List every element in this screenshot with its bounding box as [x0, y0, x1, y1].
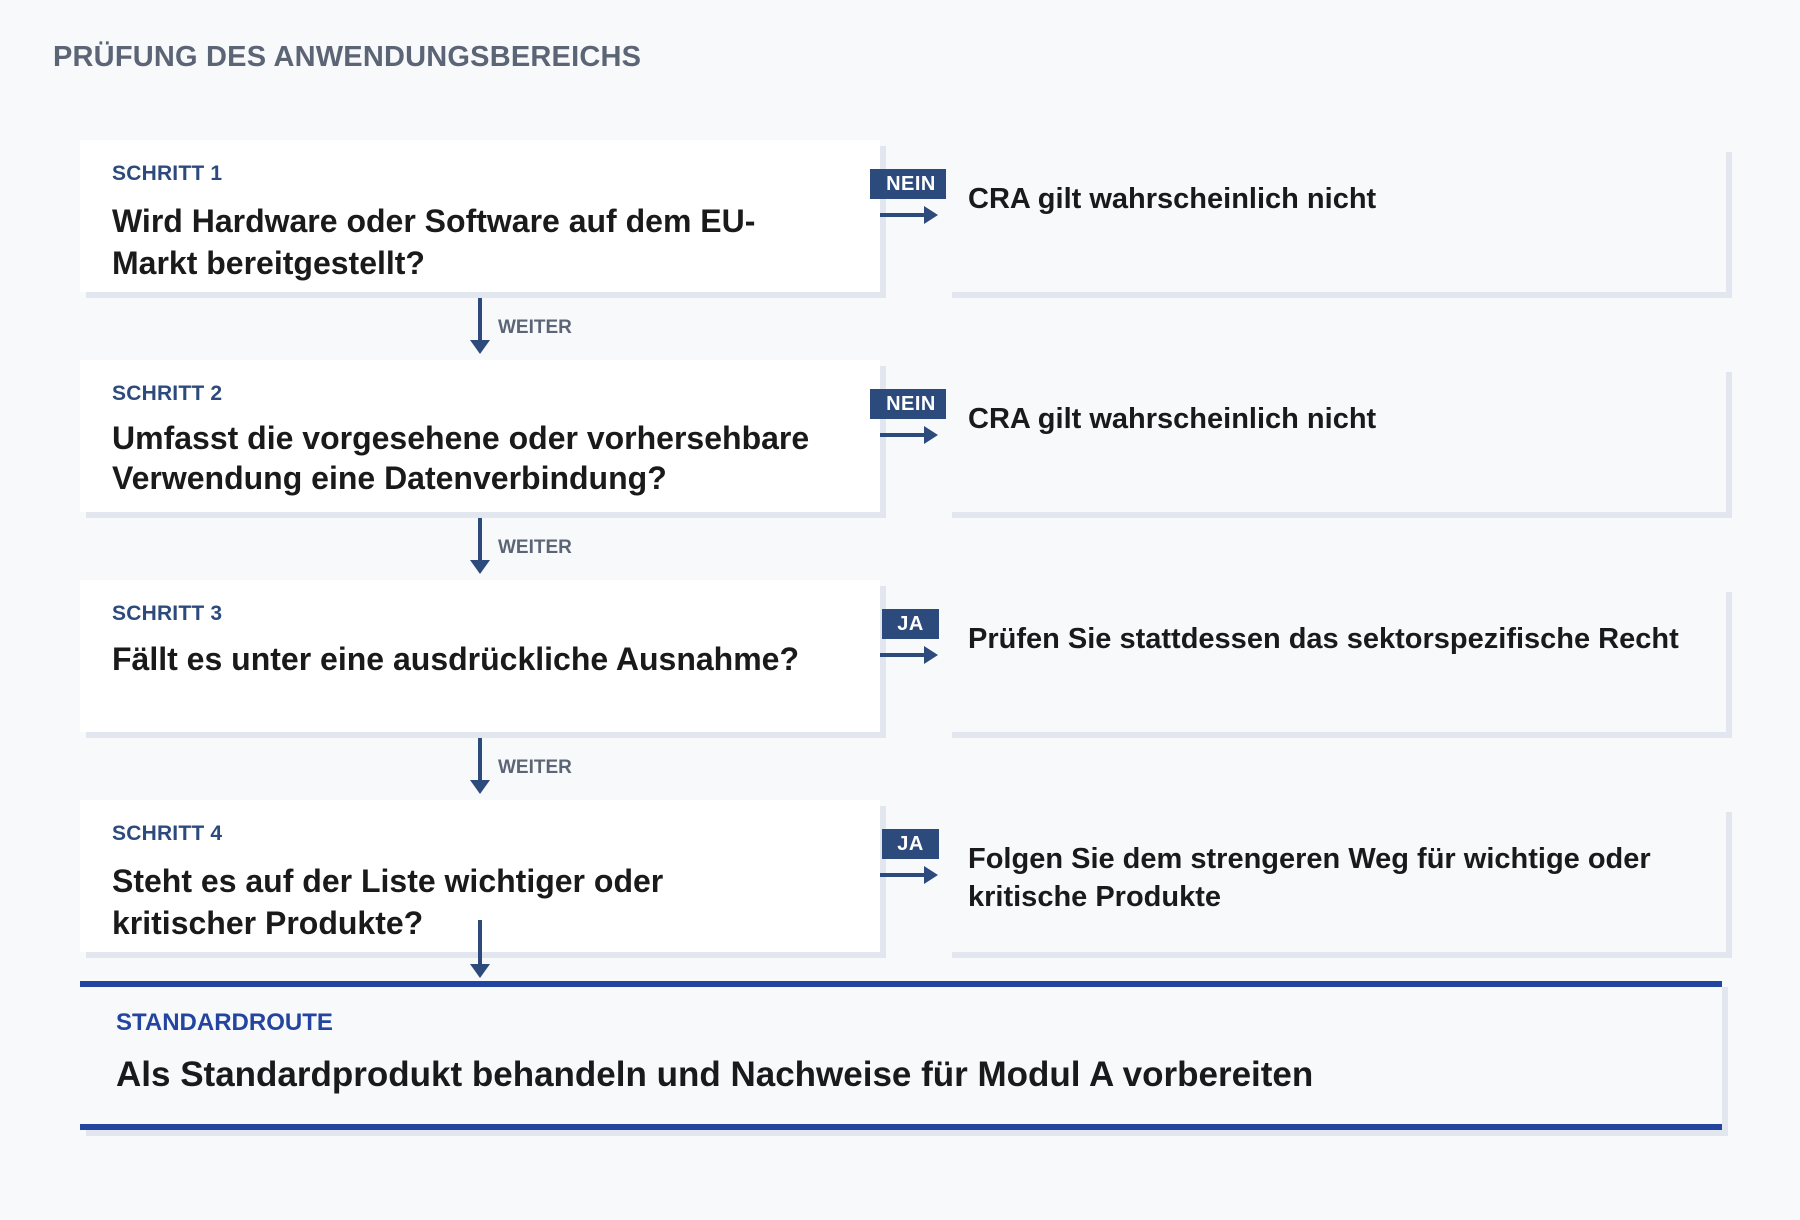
standard-route-label: STANDARDROUTE: [116, 1009, 333, 1036]
step-1-continue-label: WEITER: [498, 317, 572, 338]
step-4-outcome-text: Folgen Sie dem strengeren Weg für wichtige oder kritische Produkte: [968, 843, 1651, 913]
step-4-question: Steht es auf der Liste wichtiger oder kritischer Produkte?: [112, 863, 664, 941]
standard-route-text: Als Standardprodukt behandeln und Nachweise für Modul A vorbereiten: [116, 1055, 1314, 1094]
step-4-branch-tag: JA: [882, 829, 939, 859]
step-3-continue-label: WEITER: [498, 757, 572, 778]
step-2-right-arrow-icon: [880, 425, 940, 445]
step-2-outcome-text: CRA gilt wahrscheinlich nicht: [968, 403, 1377, 435]
step-1-question: Wird Hardware oder Software auf dem EU-Markt bereitgestellt?: [112, 203, 756, 281]
step-1-outcome-box: [946, 146, 1726, 292]
diagram-title: PRÜFUNG DES ANWENDUNGSBEREICHS: [53, 41, 642, 73]
step-2-outcome-box: [946, 366, 1726, 512]
step-2-label: SCHRITT 2: [112, 382, 223, 405]
step-1-down-arrow-icon: [470, 298, 490, 356]
step-2-down-arrow-icon: [470, 518, 490, 576]
step-3-down-arrow-icon: [470, 738, 490, 796]
step-3-outcome-text: Prüfen Sie stattdessen das sektorspezifische Recht: [968, 623, 1679, 655]
step-4-label: SCHRITT 4: [112, 822, 223, 845]
step-3-branch-tag: JA: [882, 609, 939, 639]
step-1-right-arrow-icon: [880, 205, 940, 225]
step-1-label: SCHRITT 1: [112, 162, 223, 185]
step-4-down-arrow-icon: [470, 920, 490, 980]
step-4-right-arrow-icon: [880, 865, 940, 885]
step-3-right-arrow-icon: [880, 645, 940, 665]
step-3-box: [80, 580, 880, 732]
step-2-box: [80, 360, 880, 512]
step-3-question: Fällt es unter eine ausdrückliche Ausnahme?: [112, 641, 800, 677]
step-4-outcome-box: [946, 806, 1726, 952]
step-3-outcome-box: [946, 586, 1726, 732]
standard-route-box: [80, 981, 1722, 1130]
step-2-question: Umfasst die vorgesehene oder vorhersehbare Verwendung eine Datenverbindung?: [112, 420, 810, 496]
step-1-outcome-text: CRA gilt wahrscheinlich nicht: [968, 183, 1377, 215]
step-1-box: [80, 140, 880, 292]
step-2-branch-tag: NEIN: [870, 389, 952, 419]
step-2-continue-label: WEITER: [498, 537, 572, 558]
step-3-label: SCHRITT 3: [112, 602, 223, 625]
step-1-branch-tag: NEIN: [870, 169, 952, 199]
